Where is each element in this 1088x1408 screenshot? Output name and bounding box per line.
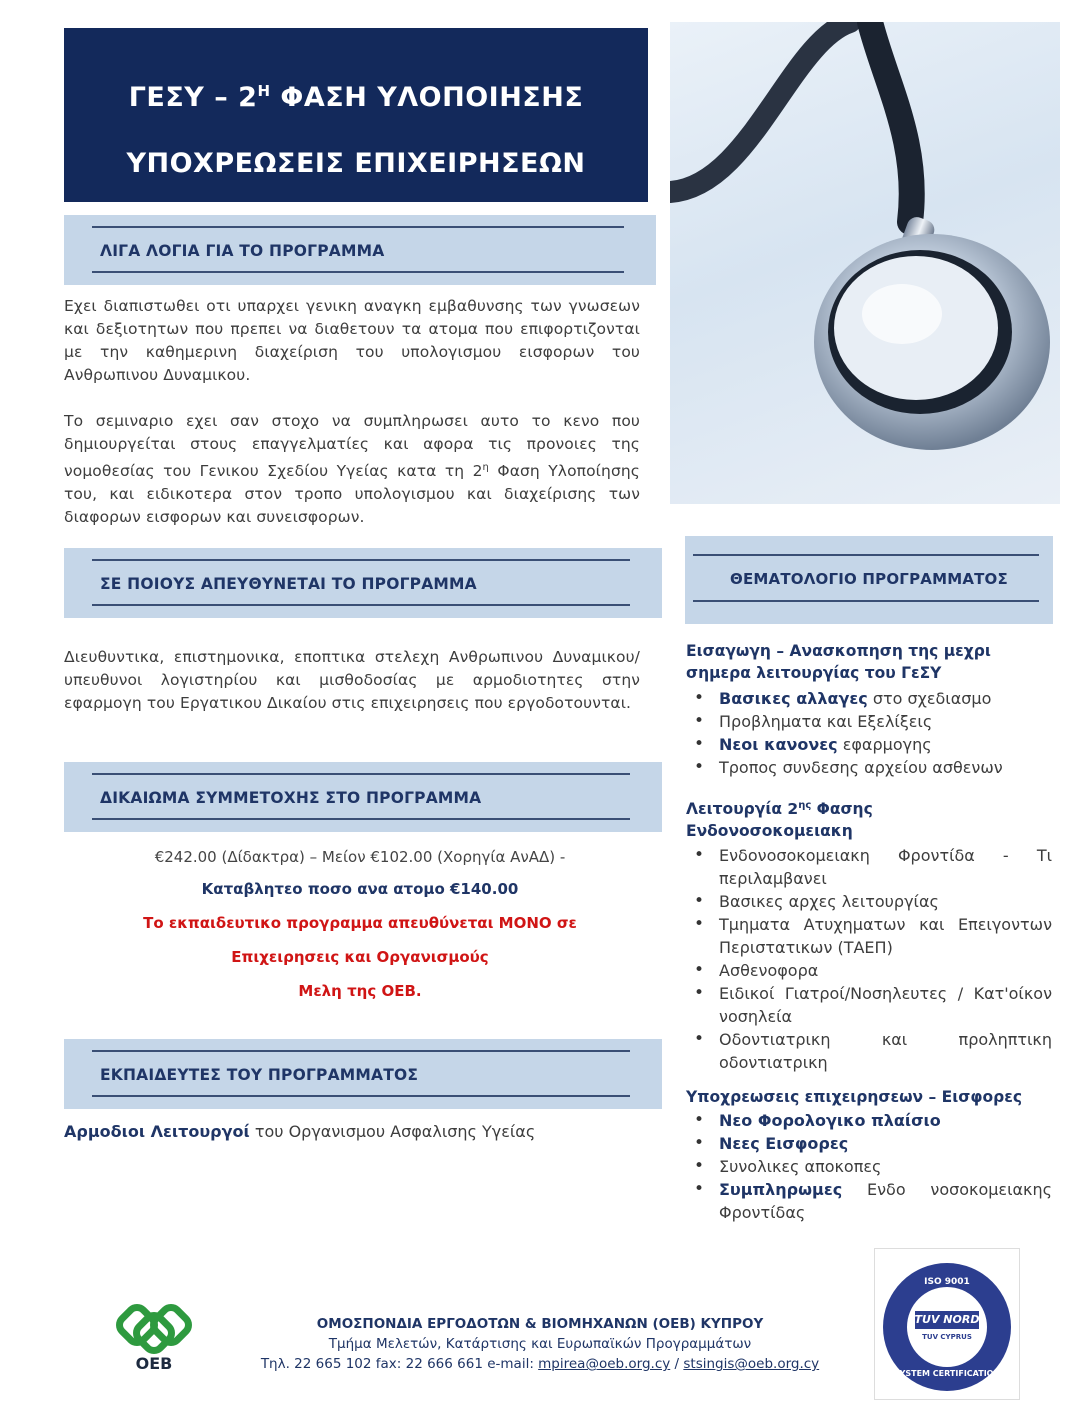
cert-brand: TUV NORD <box>914 1313 980 1326</box>
syllabus-item: • Νεοι κανονες εφαρμογης <box>686 733 1052 756</box>
syllabus-item: • Νεο Φορολογικο πλαίσιο <box>686 1109 1052 1132</box>
syllabus-group-2-title: Λειτουργία $2^{\eta\varsigma}$ Φασης Ενδονοσοκομειακη <box>686 800 873 841</box>
fee-line-4: Επιχειρησεις και Οργανισμούς <box>231 948 489 966</box>
syllabus-item: • Προβληματα και Εξελίξεις <box>686 710 1052 733</box>
syllabus-list <box>686 640 1052 1224</box>
section-header-trainers: ΕΚΠΑΙΔΕΥΤΕΣ ΤΟΥ ΠΡΟΓΡΑΜΜΑΤΟΣ <box>64 1039 662 1109</box>
title-line-2: ΥΠΟΧΡΕΩΣΕΙΣ ΕΠΙΧΕΙΡΗΣΕΩΝ <box>126 148 586 179</box>
section-header-syllabus: ΘΕΜΑΤΟΛΟΓΙΟ ΠΡΟΓΡΑΜΜΑΤΟΣ <box>685 536 1053 624</box>
syllabus-item: • Συμπληρωμες Ενδο νοσοκομειακης Φροντίδας <box>686 1178 1052 1224</box>
audience-text: Διευθυντικα, επιστημονικα, εποπτικα στελεχη Ανθρωπινου Δυναμικου/ υπευθυνοι λογιστηρίου και μισθοδοσίας με αρμοδιοτητες στην εφαρμογη του Εργατικου Δικαίου στις επιχειρησεις που εργοδοτουνται. <box>64 648 640 712</box>
cert-sub: TUV CYPRUS <box>922 1333 972 1341</box>
footer-contact: Τηλ. 22 665 102 fax: 22 666 661 e-mail: mpirea@oeb.org.cy / stsingis@oeb.org.cy <box>260 1356 820 1372</box>
section-header-fee: ΔΙΚΑΙΩΜΑ ΣΥΜΜΕΤΟΧΗΣ ΣΤΟ ΠΡΟΓΡΑΜΜΑ <box>64 762 662 832</box>
syllabus-item: • Ειδικοί Γιατροί/Νοσηλευτες / Κατ'οίκον νοσηλεία <box>686 982 1052 1028</box>
syllabus-item: • Οδοντιατρικη και προληπτικη οδοντιατρικη <box>686 1028 1052 1074</box>
title-line-1: ΓΕΣΥ – $2^H$ ΦΑΣΗ ΥΛΟΠΟΙΗΣΗΣ <box>128 82 584 113</box>
about-paragraph-1: Εχει διαπιστωθει οτι υπαρχει γενικη αναγκη εμβαθυνσης των γνωσεων και δεξιοτητων που πρεπει να διαθετουν τα ατομα που επιφορτιζονται με την καθημερινη διαχείριση του υπολογισμου εισφορων του Ανθρωπινου Δυναμικου. <box>64 297 640 384</box>
syllabus-item: • Ασθενοφορα <box>686 959 1052 982</box>
section-header-about: ΛΙΓΑ ΛΟΓΙΑ ΓΙΑ ΤΟ ΠΡΟΓΡΑΜΜΑ <box>64 215 656 285</box>
fee-line-3: Το εκπαιδευτικο προγραμμα απευθύνεται ΜΟΝΟ σε <box>143 914 577 932</box>
footer-org: ΟΜΟΣΠΟΝΔΙΑ ΕΡΓΟΔΟΤΩΝ & ΒΙΟΜΗΧΑΝΩΝ (ΟΕΒ) ΚΥΠΡΟΥ <box>316 1316 764 1332</box>
trainers-text: Αρμοδιοι Λειτουργοί του Οργανισμου Ασφαλισης Υγείας <box>64 1122 536 1141</box>
oeb-logo <box>114 1300 194 1380</box>
oeb-logo-text: ΟΕΒ <box>135 1354 173 1373</box>
footer-dept: Τμήμα Μελετών, Κατάρτισης και Ευρωπαϊκών Προγραμμάτων <box>328 1336 752 1352</box>
stethoscope-photo <box>670 22 1060 504</box>
about-paragraph-2: Το σεμιναριο εχει σαν στοχο να συμπληρωσει αυτο το κενο που δημιουργείται στους επαγγελματίες και αφορα τις προνοιες της νομοθεσίας του Γενικου Σχεδίου Υγείας κατα τη $2^\eta$ Φαση Υλοποίησης του, και ειδικοτερα στον τροπο υπολογισμου και διαχείρισης των διαφορων εισφορων και συνεισφορων. <box>64 412 640 527</box>
syllabus-item: • Τμηματα Ατυχηματων και Επειγοντων Περιστατικων (ΤΑΕΠ) <box>686 913 1052 959</box>
syllabus-item: • Βασικες αλλαγες στο σχεδιασμο <box>686 687 1052 710</box>
fee-line-5: Μελη της ΟΕΒ. <box>298 982 422 1000</box>
title-banner <box>64 28 648 202</box>
cert-top: ISO 9001 <box>924 1277 970 1287</box>
cert-bottom: SYSTEM CERTIFICATION <box>893 1369 1001 1378</box>
section-header-audience: ΣΕ ΠΟΙΟΥΣ ΑΠΕΥΘΥΝΕΤΑΙ ΤΟ ΠΡΟΓΡΑΜΜΑ <box>64 548 662 618</box>
email-link-1[interactable]: mpirea@oeb.org.cy <box>538 1356 671 1372</box>
syllabus-item: • Βασικες αρχες λειτουργίας <box>686 890 1052 913</box>
syllabus-group-3-title: Υποχρεωσεις επιχειρησεων – Εισφορες <box>686 1088 1023 1107</box>
fee-line-2: Καταβλητεο ποσο ανα ατομο €140.00 <box>201 880 519 898</box>
syllabus-item: • Ενδονοσοκομειακη Φροντίδα - Τι περιλαμβανει <box>686 844 1052 890</box>
tuv-certification-seal <box>874 1248 1020 1400</box>
email-link-2[interactable]: stsingis@oeb.org.cy <box>683 1356 820 1372</box>
syllabus-item: • Τροπος συνδεσης αρχείου ασθενων <box>686 756 1052 779</box>
fee-line-1: €242.00 (Δίδακτρα) – Μείον €102.00 (Χορηγία ΑνΑΔ) - <box>154 848 566 866</box>
syllabus-item: • Νεες Εισφορες <box>686 1132 1052 1155</box>
syllabus-group-1-title: Εισαγωγη – Ανασκοπηση της μεχρι σημερα λειτουργίας του ΓεΣΥ <box>686 642 991 682</box>
syllabus-item: • Συνολικες αποκοπες <box>686 1155 1052 1178</box>
